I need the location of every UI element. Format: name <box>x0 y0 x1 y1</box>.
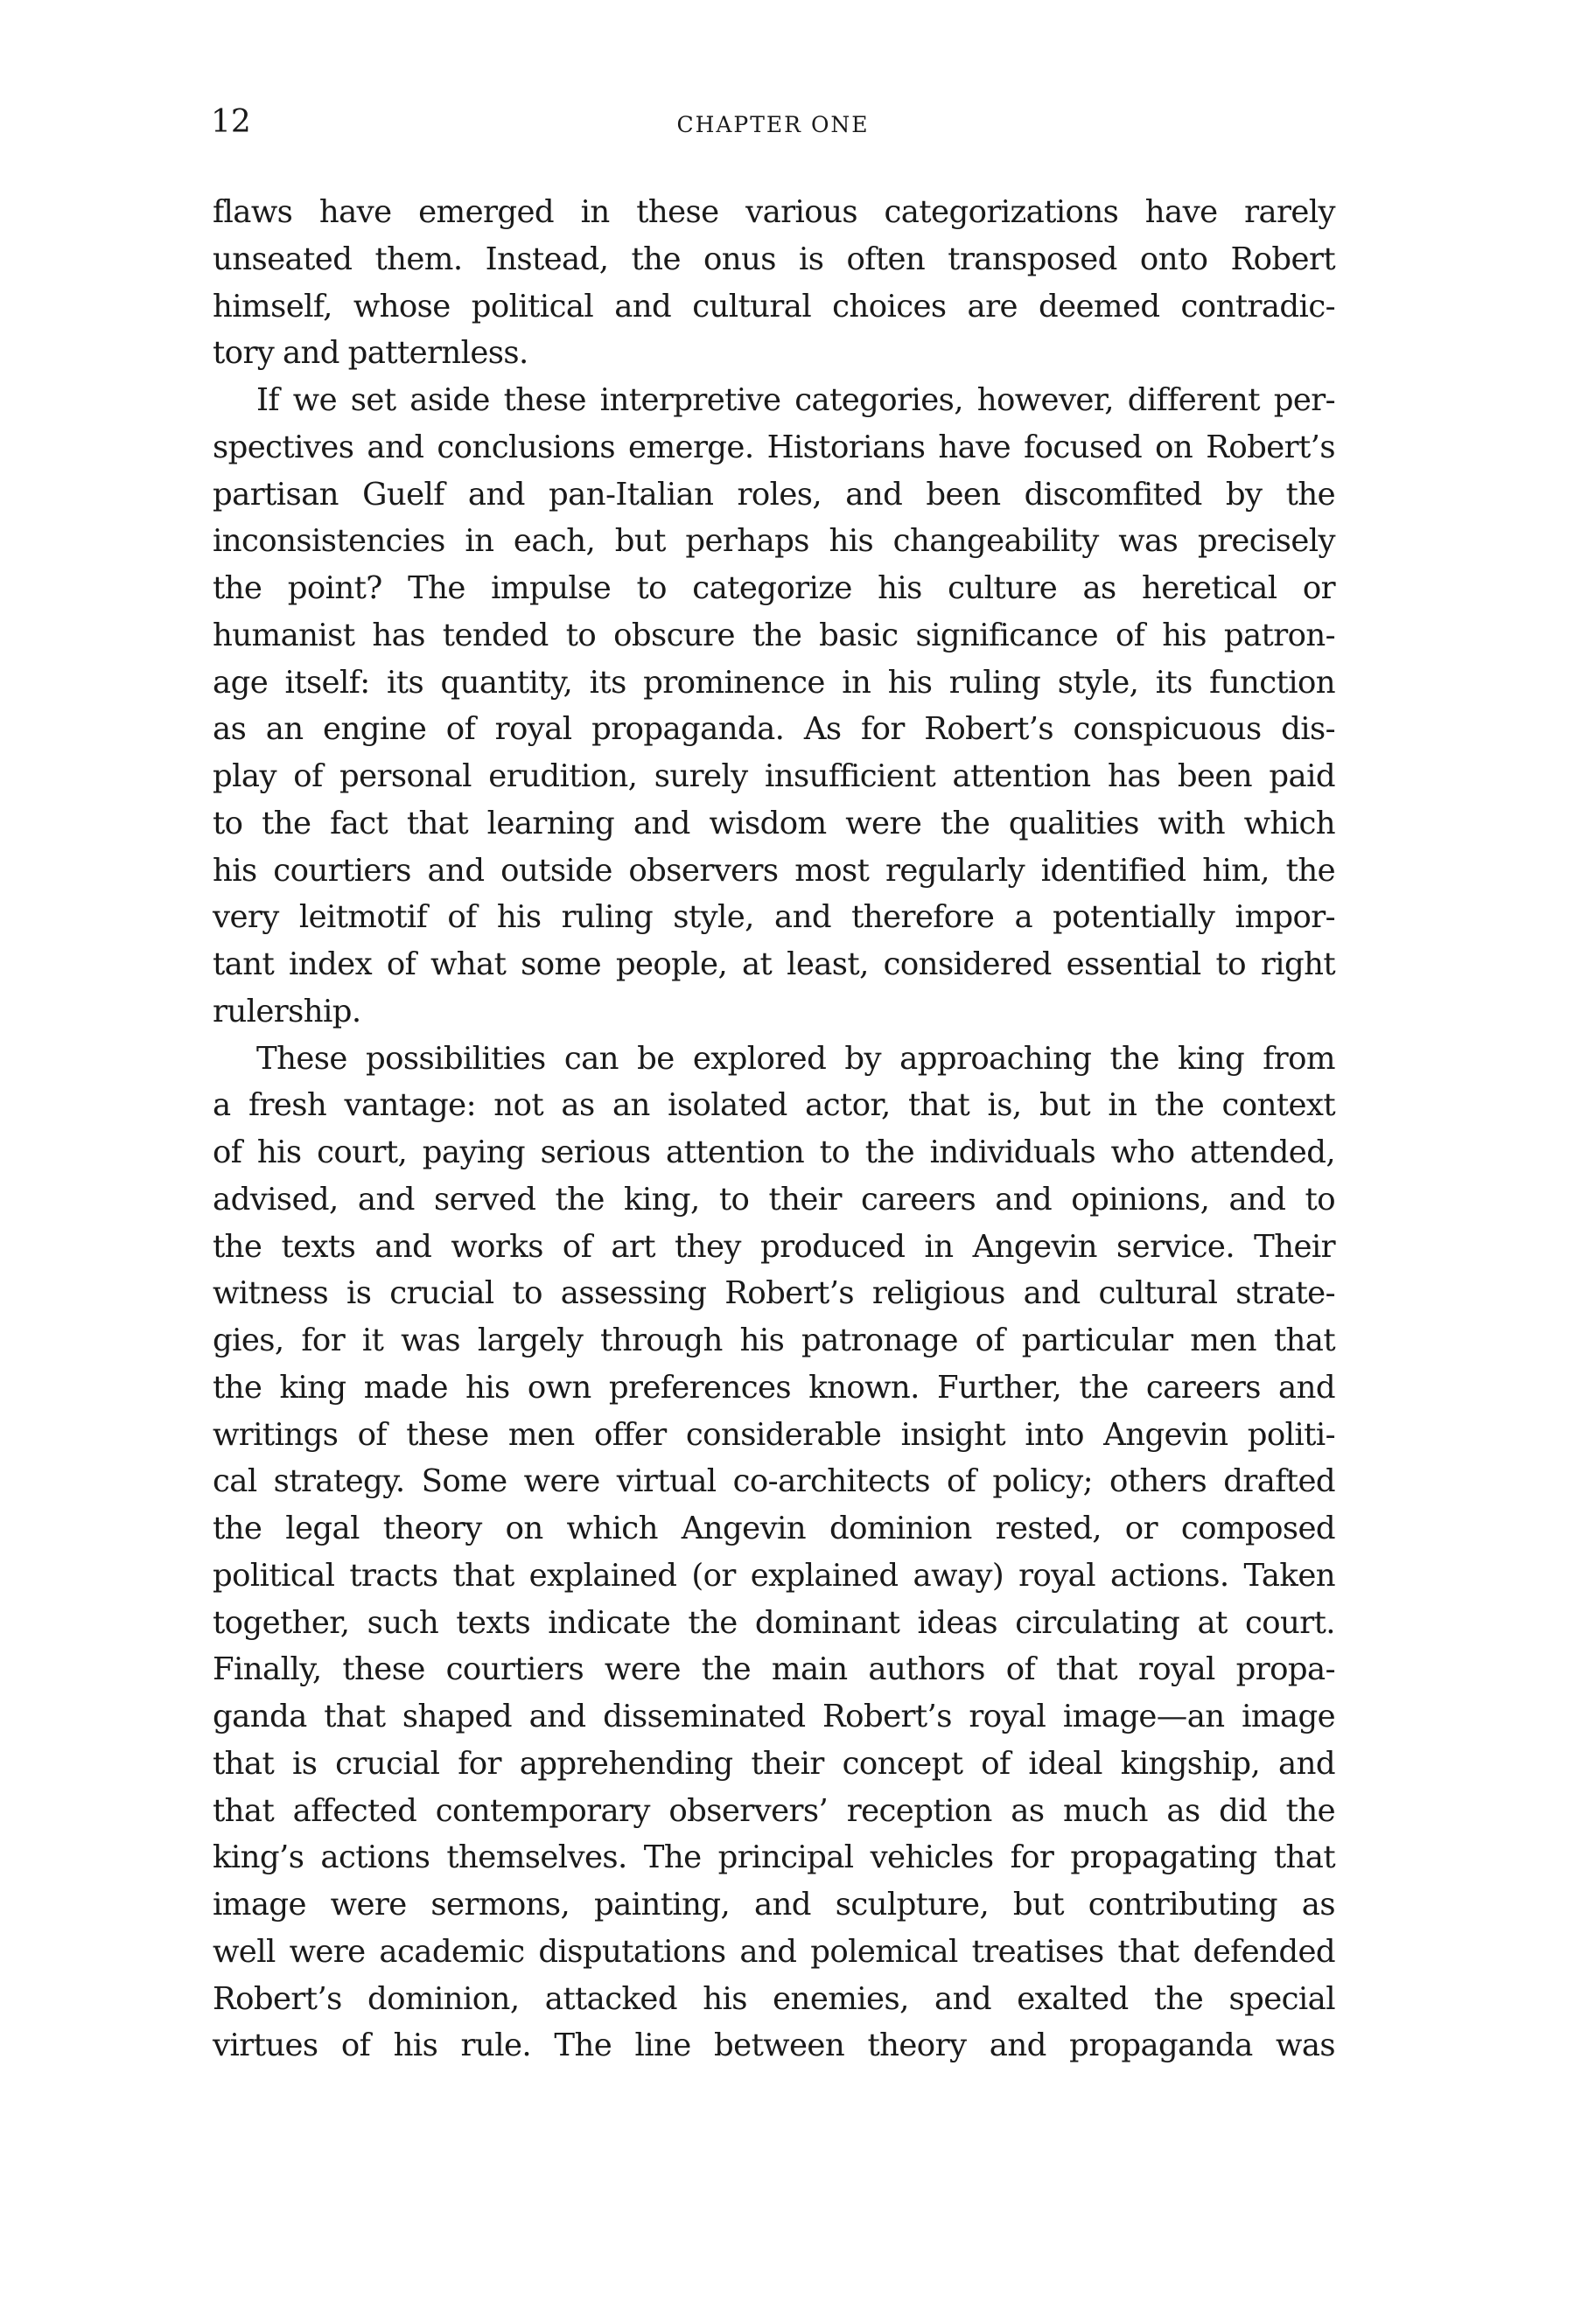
text-line: the legal theory on which Angevin dominion rested, or composed <box>213 1511 1335 1546</box>
text-line: flaws have emerged in these various categorizations have rarely <box>213 194 1335 230</box>
text-line: rulership. <box>213 993 361 1029</box>
text-line: together, such texts indicate the dominant ideas circulating at court. <box>213 1604 1335 1641</box>
text-line: the texts and works of art they produced in Angevin service. Their <box>213 1228 1335 1265</box>
text-line: spectives and conclusions emerge. Historians have focused on Robert’s <box>213 429 1335 465</box>
text-line: very leitmotif of his ruling style, and therefore a potentially impor- <box>213 899 1335 936</box>
text-line: ganda that shaped and disseminated Robert’s royal image—an image <box>213 1699 1335 1734</box>
running-head <box>211 103 1335 156</box>
text-line: himself, whose political and cultural choices are deemed contradic- <box>213 288 1335 325</box>
text-line: his courtiers and outside observers most regularly identified him, the <box>213 852 1335 889</box>
text-line: of his court, paying serious attention to the individuals who attended, <box>213 1134 1335 1170</box>
text-line: a fresh vantage: not as an isolated actor, that is, but in the context <box>213 1087 1335 1124</box>
text-line: virtues of his rule. The line between theory and propaganda was <box>213 2027 1335 2064</box>
text-line: unseated them. Instead, the onus is often transposed onto Robert <box>213 241 1335 277</box>
text-line: the point? The impulse to categorize his culture as heretical or <box>213 570 1335 606</box>
page-number: 12 <box>211 104 251 140</box>
text-line: witness is crucial to assessing Robert’s religious and cultural strate- <box>213 1275 1335 1312</box>
text-line: age itself: its quantity, its prominence in his ruling style, its function <box>213 664 1335 701</box>
text-line: tory and patternless. <box>213 335 528 372</box>
text-line: tant index of what some people, at least, considered essential to right <box>213 946 1335 982</box>
text-line: inconsistencies in each, but perhaps his changeability was precisely <box>213 523 1335 560</box>
text-line: These possibilities can be explored by approaching the king from <box>256 1040 1335 1077</box>
text-line: political tracts that explained (or explained away) royal actions. Taken <box>213 1557 1335 1594</box>
text-line: If we set aside these interpretive categories, however, different per- <box>256 382 1335 418</box>
text-line: image were sermons, painting, and sculpture, but contributing as <box>213 1887 1335 1923</box>
paragraph <box>213 189 1335 377</box>
text-line: partisan Guelf and pan-Italian roles, and been discomfited by the <box>213 476 1335 513</box>
text-line: well were academic disputations and polemical treatises that defended <box>213 1933 1335 1970</box>
text-line: the king made his own preferences known. Further, the careers and <box>213 1369 1335 1406</box>
text-line: to the fact that learning and wisdom were the qualities with which <box>213 805 1335 841</box>
text-line: advised, and served the king, to their careers and opinions, and to <box>213 1181 1335 1218</box>
chapter-title: CHAPTER ONE <box>676 112 870 137</box>
paragraph <box>213 1036 1335 2070</box>
text-line: as an engine of royal propaganda. As for Robert’s conspicuous dis- <box>213 711 1335 748</box>
text-line: humanist has tended to obscure the basic significance of his patron- <box>213 617 1335 653</box>
paragraph <box>213 377 1335 1036</box>
text-line: Finally, these courtiers were the main authors of that royal propa- <box>213 1651 1335 1688</box>
text-line: gies, for it was largely through his patronage of particular men that <box>213 1323 1335 1358</box>
text-line: Robert’s dominion, attacked his enemies, and exalted the special <box>213 1980 1335 2017</box>
text-line: play of personal erudition, surely insufficient attention has been paid <box>213 758 1335 794</box>
text-line: king’s actions themselves. The principal vehicles for propagating that <box>213 1839 1335 1876</box>
text-line: that is crucial for apprehending their concept of ideal kingship, and <box>213 1745 1335 1782</box>
text-line: that affected contemporary observers’ reception as much as did the <box>213 1792 1335 1829</box>
body-text <box>213 189 1335 2069</box>
text-line: writings of these men offer considerable insight into Angevin politi- <box>213 1416 1335 1453</box>
text-line: cal strategy. Some were virtual co-architects of policy; others drafted <box>213 1463 1335 1500</box>
